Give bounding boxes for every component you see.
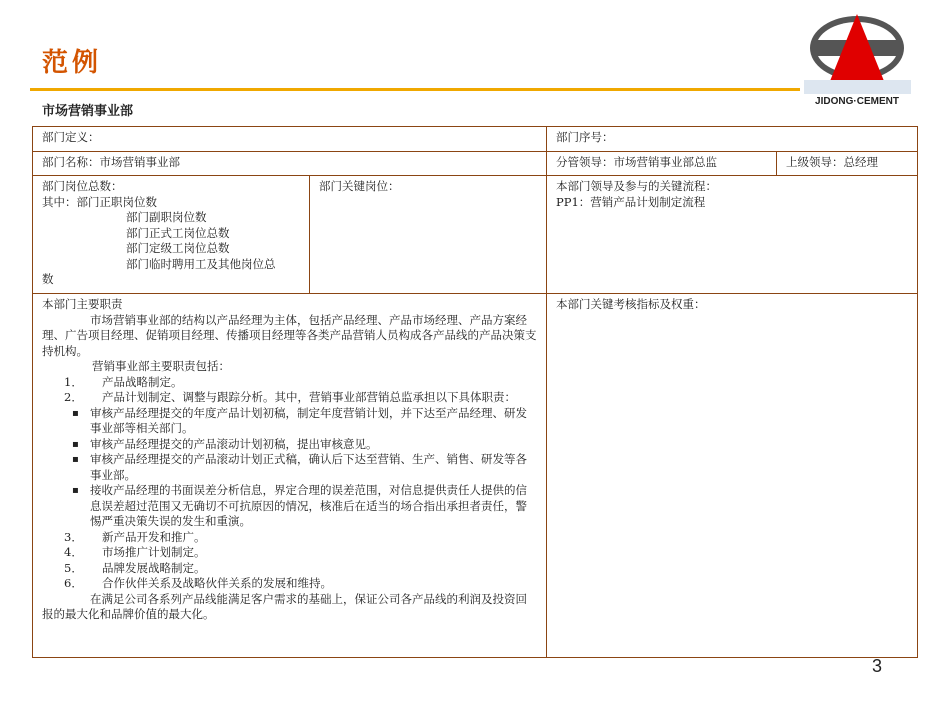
superior: 上级领导：总经理 xyxy=(786,155,878,169)
dept-sequence: 部门序号： xyxy=(556,130,614,144)
positions-line: 部门正式工岗位总数 xyxy=(126,225,230,240)
dept-sequence-cell xyxy=(547,127,917,152)
duties-title: 本部门主要职责 xyxy=(42,297,123,311)
duties-closing: 在满足公司各系列产品线能满足客户需求的基础上，保证公司各产品线的利润及投资回报的最大化和品牌价值的最大化。 xyxy=(42,591,527,621)
duty-item: 5． 品牌发展战略制定。 xyxy=(64,560,206,575)
positions-line: 其中：部门正职岗位数 xyxy=(42,194,157,209)
duty-item: 1． 产品战略制定。 xyxy=(64,374,183,389)
dept-name: 部门名称：市场营销事业部 xyxy=(42,155,180,169)
dept-definition: 部门定义： xyxy=(42,130,100,144)
duties-intro: 市场营销事业部的结构以产品经理为主体，包括产品经理、产品市场经理、产品方案经理、广告项目经理、促销项目经理、传播项目经理等各类产品营销人员构成各产品线的产品决策支持机构。 xyxy=(42,312,537,358)
department-table xyxy=(32,126,918,658)
positions-line: 部门副职岗位数 xyxy=(126,210,207,224)
jidong-cement-logo xyxy=(800,10,915,110)
department-subtitle: 市场营销事业部 xyxy=(42,104,134,119)
supervisor: 分管领导：市场营销事业部总监 xyxy=(556,155,717,169)
duties-lead: 营销事业部主要职责包括： xyxy=(92,359,230,373)
duty-bullet: ▪ 审核产品经理提交的年度产品计划初稿，制定年度营销计划，并下达至产品经理、研发事业部等相关部门。 xyxy=(42,406,537,437)
logo-text: JIDONG·CEMENT xyxy=(815,96,899,107)
key-posts-cell xyxy=(310,176,547,294)
dept-definition-cell xyxy=(33,127,547,152)
superior-cell xyxy=(777,152,917,176)
duty-item: 2． 产品计划制定、调整与跟踪分析。其中，营销事业部营销总监承担以下具体职责： xyxy=(64,390,516,404)
process-item: PP1：营销产品计划制定流程 xyxy=(556,194,706,209)
supervisor-cell xyxy=(547,152,777,176)
positions-title: 部门岗位总数： xyxy=(42,179,123,193)
process-title: 本部门领导及参与的关键流程： xyxy=(556,179,717,193)
duty-bullet: ▪ 接收产品经理的书面误差分析信息，界定合理的误差范围，对信息提供责任人提供的信息误差超过范围又无确切不可抗原因的情况，核准后在适当的场合指出承担者责任，警惕严重决策失误的发生和重演。 xyxy=(42,483,537,530)
positions-tail: 数 xyxy=(42,272,54,286)
positions-line: 部门定级工岗位总数 xyxy=(126,241,230,255)
process-cell xyxy=(547,176,917,294)
kpi-cell xyxy=(547,294,917,657)
duty-bullet: ▪ 审核产品经理提交的产品滚动计划初稿，提出审核意见。 xyxy=(42,437,537,453)
page-number: 3 xyxy=(872,656,883,676)
dept-name-cell xyxy=(33,152,547,176)
duties-cell xyxy=(33,294,547,657)
kpi-title: 本部门关键考核指标及权重： xyxy=(556,297,706,311)
positions-cell xyxy=(33,176,310,294)
duty-bullet: ▪ 审核产品经理提交的产品滚动计划正式稿，确认后下达至营销、生产、销售、研发等各事业部。 xyxy=(42,452,537,483)
header-divider xyxy=(30,88,800,91)
duty-item: 6． 合作伙伴关系及战略伙伴关系的发展和维持。 xyxy=(64,576,332,590)
key-posts: 部门关键岗位： xyxy=(319,179,400,193)
duty-item: 4． 市场推广计划制定。 xyxy=(64,545,206,559)
duty-item: 3． 新产品开发和推广。 xyxy=(64,529,206,544)
positions-line: 部门临时聘用工及其他岗位总 xyxy=(126,256,276,271)
page-title: 范例 xyxy=(42,48,103,78)
